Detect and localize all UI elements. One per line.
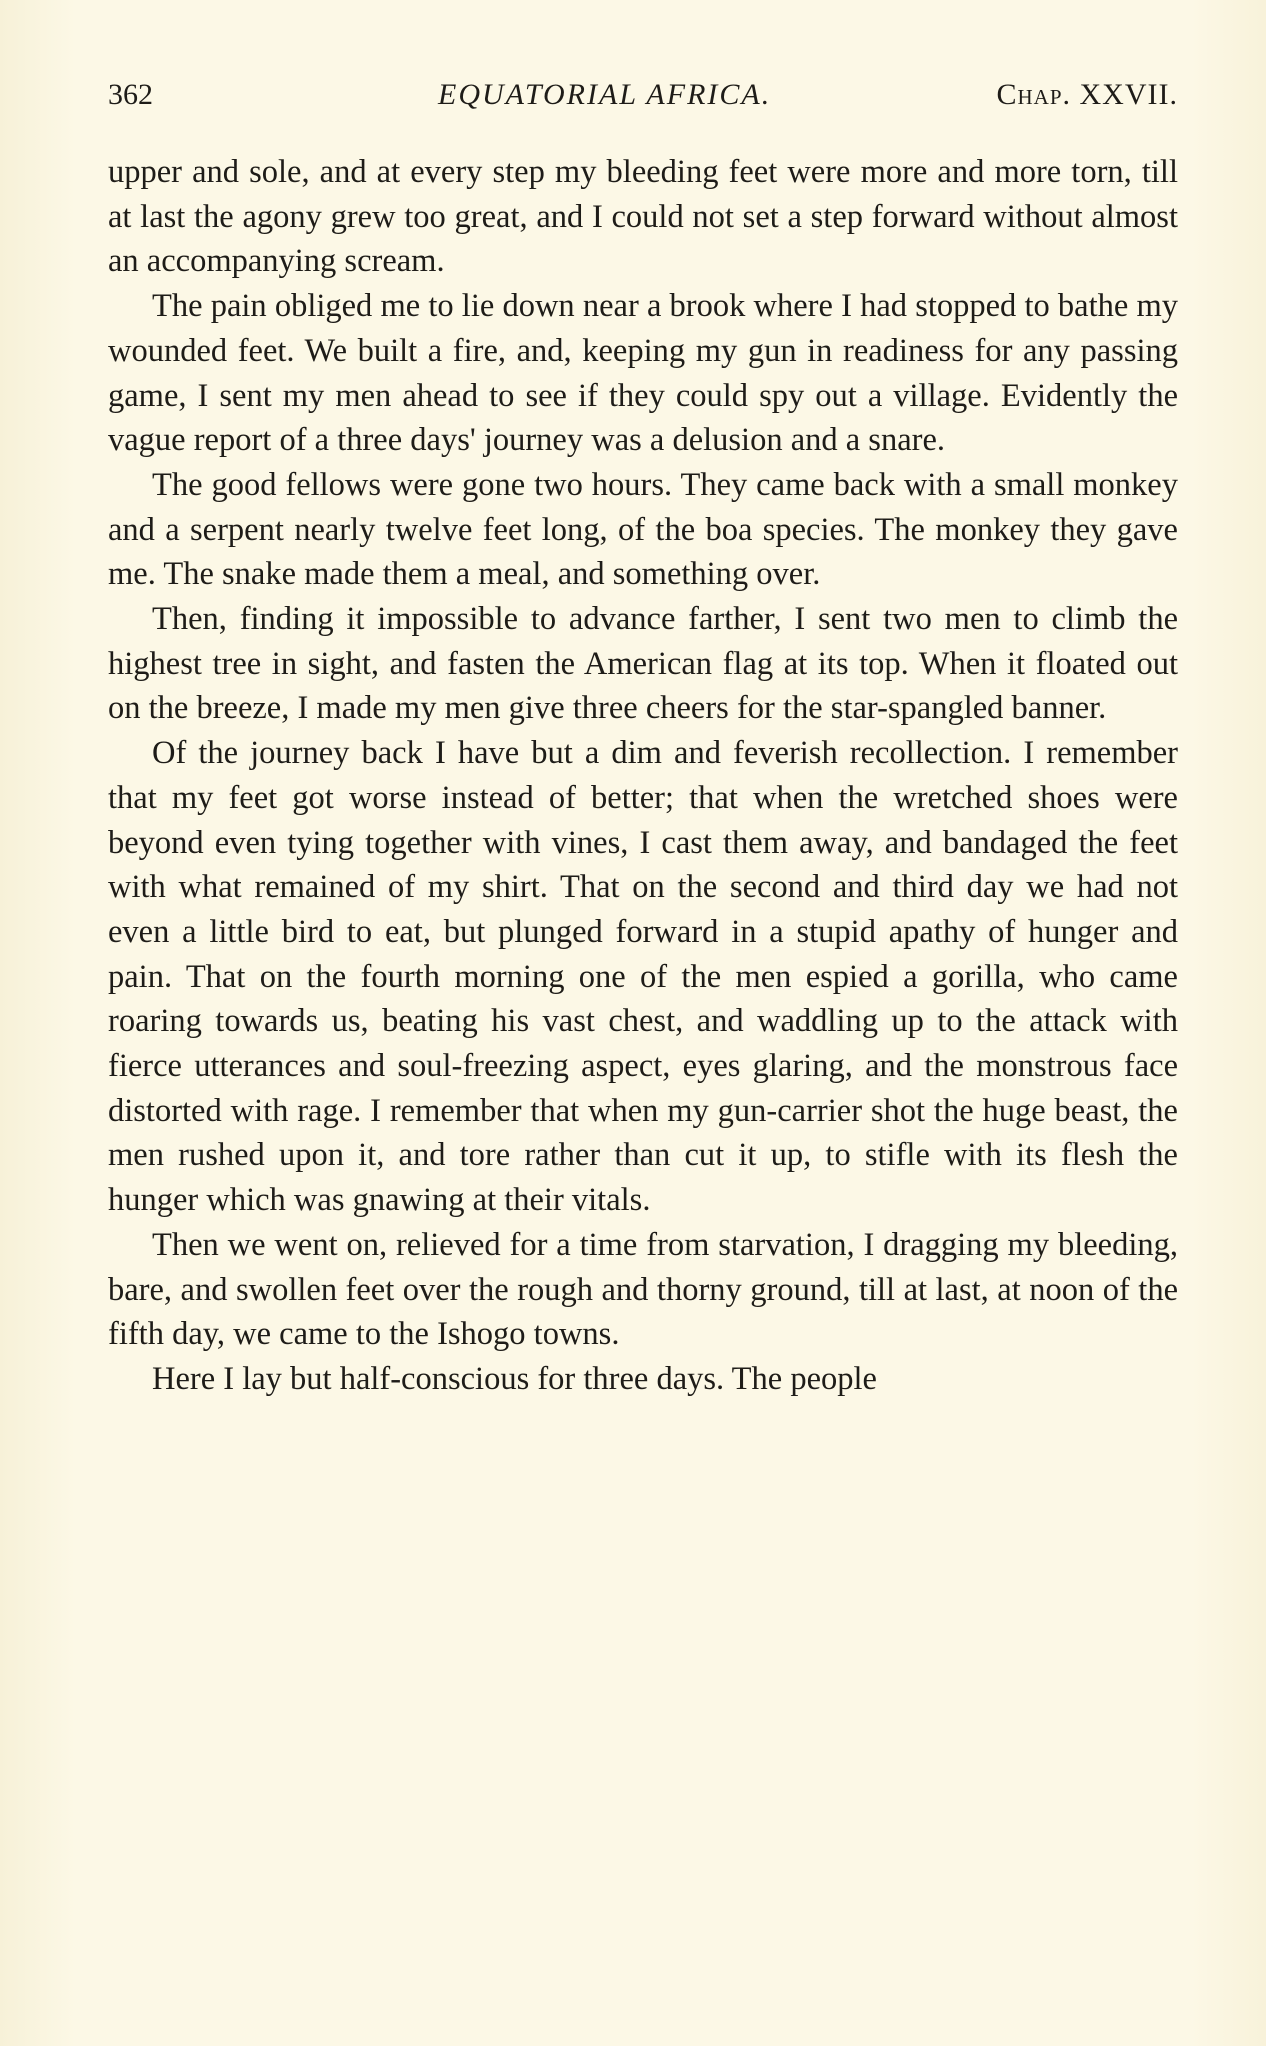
paragraph-5: Of the journey back I have but a dim and feverish recollection. I remember that my feet got worse instead of better; that when the wretched shoes were beyond even tying together with vines, I cast them away, and bandaged the feet with what remained of my shirt. That on the second and third day we had not even a little bird to eat, but plunged forward in a stupid apathy of hunger and pain. That on the fourth morning one of the men espied a gorilla, who came roaring towards us, beating his vast chest, and waddling up to the attack with fierce utterances and soul-freezing aspect, eyes glaring, and the monstrous face distorted with rage. I remember that when my gun-carrier shot the huge beast, the men rushed upon it, and tore rather than cut it up, to stifle with its flesh the hunger which was gnawing at their vitals.: [108, 735, 1178, 1219]
paragraph-1: upper and sole, and at every step my bleeding feet were more and more torn, till at last the agony grew too great, and I could not set a step forward without almost an accompanying scream.: [108, 154, 1178, 280]
paragraph-6: Then we went on, relieved for a time from starvation, I dragging my bleeding, bare, and swollen feet over the rough and thorny ground, till at last, at noon of the fifth day, we came to the Ishogo towns.: [108, 1226, 1178, 1353]
paragraph-4: Then, finding it impossible to advance farther, I sent two men to climb the highest tree in sight, and fasten the American flag at its top. When it floated out on the breeze, I made my men give three cheers for the star-spangled banner.: [108, 601, 1178, 727]
paragraph-3: The good fellows were gone two hours. They came back with a small monkey and a serpent nearly twelve feet long, of the boa species. The monkey they gave me. The snake made them a meal, and something over.: [108, 466, 1178, 593]
chapter-label: [997, 78, 1179, 112]
paragraph-7: Here I lay but half-conscious for three days. The people: [152, 1360, 877, 1397]
paragraph-2: The pain obliged me to lie down near a brook where I had stopped to bathe my wounded feet. We built a fire, and, keeping my gun in readiness for any passing game, I sent my men ahead to see if they could spy out a village. Evidently the vague report of a three days' journey was a delusion and a snare.: [108, 288, 1178, 459]
page-header: [108, 78, 1178, 118]
body-text: [108, 150, 1178, 1402]
chapter-label-text: Chap. XXVII.: [996, 78, 1178, 111]
running-title: EQUATORIAL AFRICA.: [438, 78, 772, 111]
page-number: 362: [108, 78, 153, 111]
